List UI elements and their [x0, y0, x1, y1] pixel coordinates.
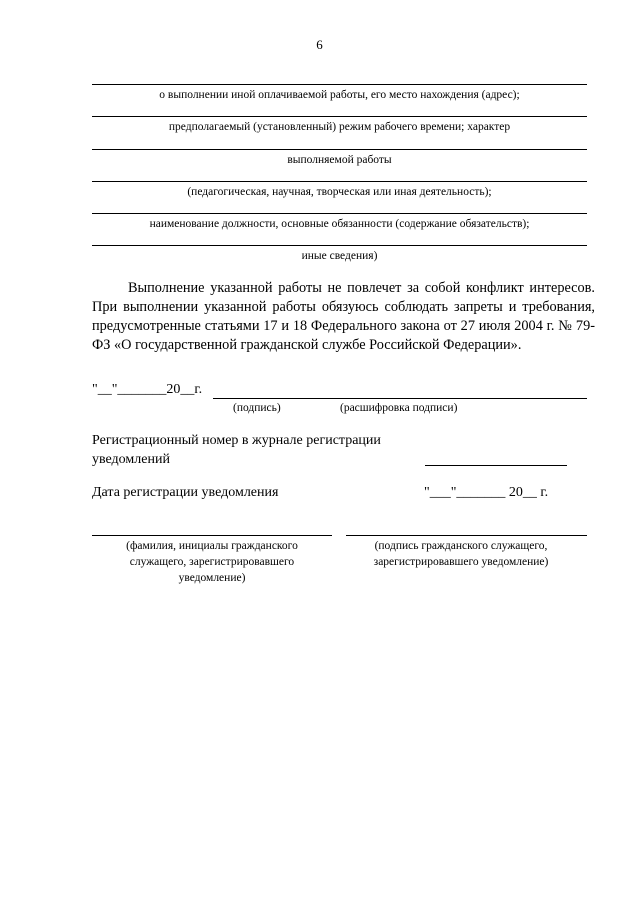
signature-date-field[interactable]: "__"_______20__г. [92, 382, 203, 397]
registration-number-field[interactable] [425, 465, 567, 466]
registrar-signature-line[interactable] [346, 535, 587, 536]
form-field-caption-4: (педагогическая, научная, творческая или иная деятельность); [187, 186, 492, 198]
registration-date-field[interactable]: "___"_______ 20__ г. [424, 485, 549, 500]
statement-text: Выполнение указанной работы не повлечет за собой конфликт интересов. При выполнении указанной работы обязуюсь соблюдать запреты и требования, предусмотренные статьями 17 и 18 Федерального закона от 27 июля 2004 г. № 79-ФЗ «О государственной гражданской службе Российской Федерации». [92, 280, 595, 353]
form-field-caption-6: иные сведения) [301, 250, 378, 262]
signature-label: (подпись) [233, 402, 281, 414]
signature-underline[interactable] [213, 398, 587, 399]
page-number: 6 [316, 37, 323, 52]
form-field-line-2[interactable] [92, 116, 587, 117]
decryption-label: (расшифровка подписи) [340, 402, 458, 414]
statement-paragraph [92, 279, 595, 355]
form-field-line-4[interactable] [92, 181, 587, 182]
registrar-name-caption: (фамилия, инициалы гражданского служащего, зарегистрировавшего уведомление) [126, 540, 298, 584]
registration-date-label: Дата регистрации уведомления [92, 485, 279, 500]
form-field-line-1[interactable] [92, 84, 587, 85]
registrar-name-line[interactable] [92, 535, 332, 536]
form-field-caption-2: предполагаемый (установленный) режим рабочего времени; характер [168, 121, 511, 133]
form-field-caption-3: выполняемой работы [287, 154, 392, 166]
form-field-line-6[interactable] [92, 245, 587, 246]
form-field-line-3[interactable] [92, 149, 587, 150]
registrar-signature-caption: (подпись гражданского служащего, зарегистрировавшего уведомление) [373, 540, 549, 568]
form-field-caption-5: наименование должности, основные обязанности (содержание обязательств); [149, 218, 530, 230]
form-field-caption-1: о выполнении иной оплачиваемой работы, его место нахождения (адрес); [159, 89, 520, 101]
registration-number-label: Регистрационный номер в журнале регистрации уведомлений [92, 433, 381, 467]
form-field-line-5[interactable] [92, 213, 587, 214]
